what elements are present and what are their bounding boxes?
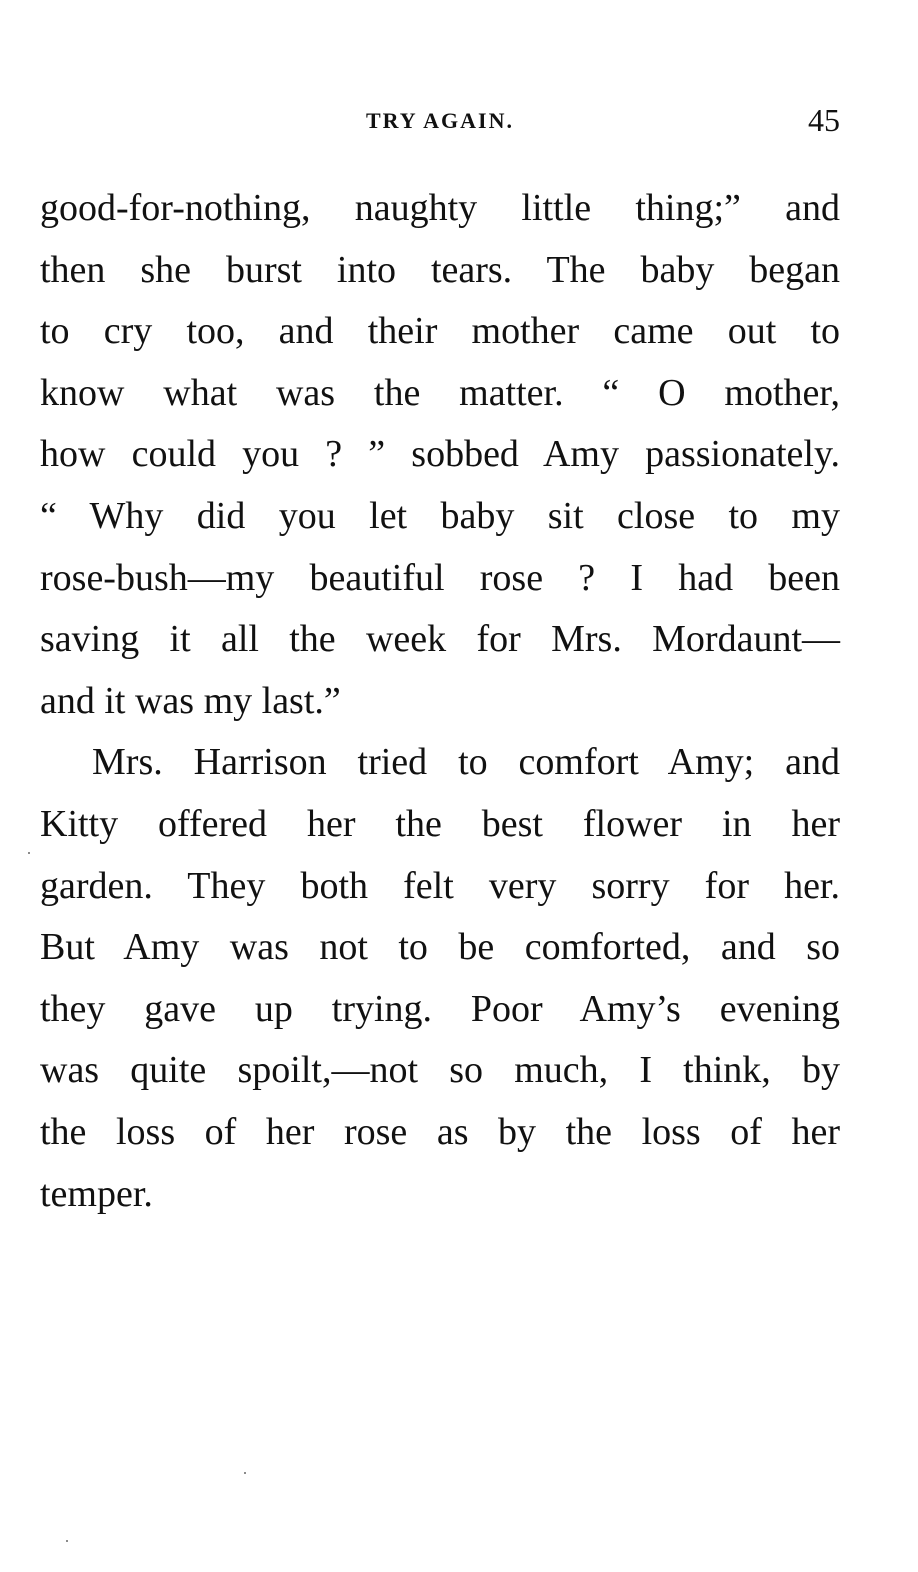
text-line: Kitty offered her the best flower in her	[40, 802, 840, 845]
text-line: know what was the matter. “ O mother,	[40, 371, 840, 414]
running-title: TRY AGAIN.	[366, 108, 514, 133]
page-number: 45	[808, 102, 840, 138]
text-line: garden. They both felt very sorry for her.	[40, 864, 840, 907]
text-line: was quite spoilt,—not so much, I think, by	[40, 1049, 840, 1092]
text-line: temper.	[40, 1172, 153, 1215]
paper-speck	[28, 852, 30, 854]
text-line: Mrs. Harrison tried to comfort Amy; and	[92, 741, 840, 784]
text-line: then she burst into tears. The baby began	[40, 248, 840, 291]
body-text	[40, 178, 840, 1225]
running-head	[40, 102, 840, 142]
text-line: the loss of her rose as by the loss of her	[40, 1110, 840, 1153]
paper-speck	[66, 1540, 68, 1542]
text-line: good-for-nothing, naughty little thing;” and	[40, 187, 840, 229]
text-line: rose-bush—my beautiful rose ? I had been	[40, 556, 840, 599]
text-line: and it was my last.”	[40, 679, 341, 722]
text-line: saving it all the week for Mrs. Mordaunt—	[40, 618, 840, 661]
text-line: But Amy was not to be comforted, and so	[40, 926, 840, 969]
text-line: they gave up trying. Poor Amy’s evening	[40, 987, 840, 1030]
paper-speck	[244, 1472, 246, 1474]
text-line: to cry too, and their mother came out to	[40, 310, 840, 353]
text-line: “ Why did you let baby sit close to my	[40, 494, 840, 537]
text-line: how could you ? ” sobbed Amy passionately.	[40, 433, 840, 476]
